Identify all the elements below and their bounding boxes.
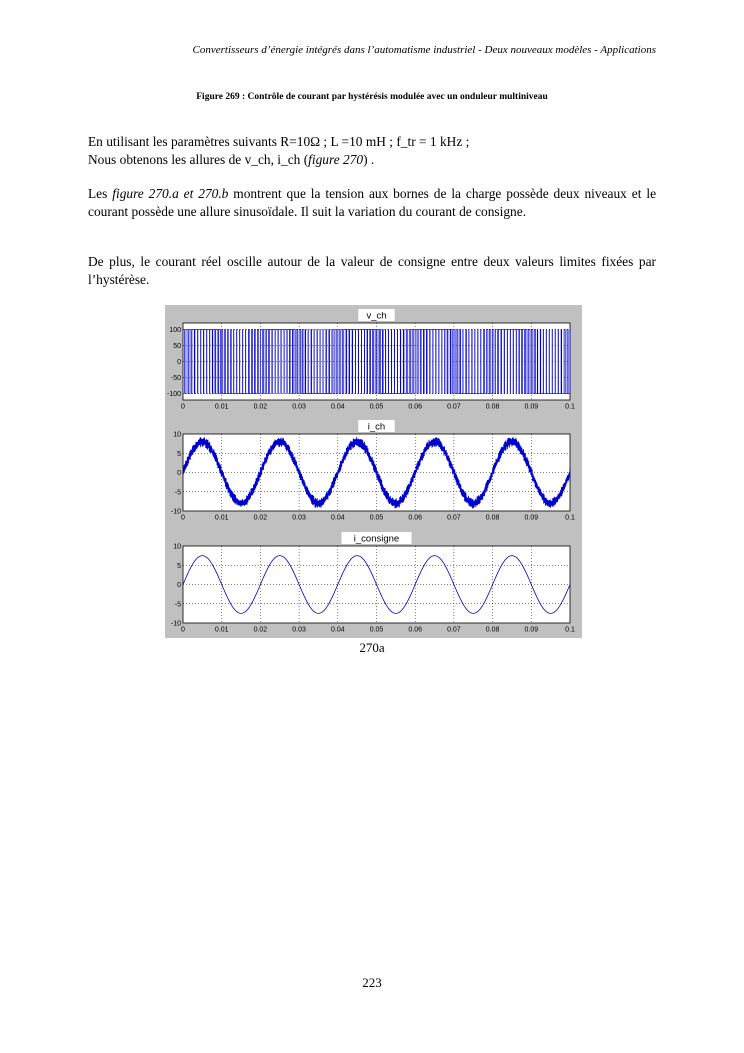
y-tick-label: -10: [170, 620, 181, 628]
x-tick-label: 0.09: [524, 626, 539, 634]
subplot-title: v_ch: [366, 310, 387, 322]
x-tick-label: 0.01: [214, 626, 229, 634]
x-tick-label: 0: [181, 403, 185, 411]
observation-start: Les: [88, 186, 113, 201]
figure-270a-plots: [165, 305, 582, 638]
x-tick-label: 0.04: [330, 514, 345, 522]
y-tick-label: 10: [173, 431, 181, 439]
y-tick-label: 10: [173, 543, 181, 551]
y-tick-label: -5: [174, 601, 181, 609]
x-tick-label: 0.08: [485, 403, 500, 411]
x-tick-label: 0.08: [485, 626, 500, 634]
paragraph-parameters: [88, 133, 656, 168]
x-tick-label: 0.06: [408, 626, 423, 634]
y-tick-label: 5: [177, 562, 181, 570]
x-tick-label: 0.02: [253, 626, 268, 634]
x-tick-label: 0.07: [447, 514, 461, 522]
figure-269-caption: Figure 269 : Contrôle de courant par hystérésis modulée avec un onduleur multiniveau: [196, 92, 548, 102]
y-tick-label: 100: [169, 326, 181, 334]
x-tick-label: 0.02: [253, 403, 268, 411]
x-tick-label: 0.03: [292, 626, 306, 634]
page-number: 223: [362, 975, 382, 990]
figure-270ab-reference: figure 270.a et 270.b: [112, 186, 229, 201]
x-tick-label: 0.04: [330, 626, 345, 634]
x-tick-label: 0: [181, 626, 185, 634]
subplot-i-consigne: [171, 532, 575, 634]
x-tick-label: 0.1: [565, 403, 575, 411]
y-tick-label: 50: [173, 342, 181, 350]
waveforms-line-end: ) .: [363, 151, 375, 167]
waveforms-line-start: Nous obtenons les allures de v_ch, i_ch (: [88, 151, 309, 167]
x-tick-label: 0.05: [369, 514, 384, 522]
x-tick-label: 0: [181, 514, 185, 522]
paragraph-hysteresis: De plus, le courant réel oscille autour de la valeur de consigne entre deux valeurs limites fixées par l’hystérèse.: [88, 254, 656, 287]
x-tick-label: 0.06: [408, 403, 423, 411]
y-tick-label: -5: [174, 489, 181, 497]
x-tick-label: 0.01: [214, 403, 229, 411]
x-tick-label: 0.1: [565, 514, 575, 522]
y-tick-label: -10: [170, 508, 181, 516]
x-tick-label: 0.03: [292, 514, 306, 522]
running-header: Convertisseurs d’énergie intégrés dans l’automatisme industriel - Deux nouveaux modèles - Applications: [192, 44, 656, 56]
parameters-line: En utilisant les paramètres suivants R=10Ω ; L =10 mH ; f_tr = 1 kHz ;: [88, 134, 470, 149]
y-tick-label: 5: [177, 450, 181, 458]
subplot-i-ch: [171, 420, 575, 522]
x-tick-label: 0.1: [565, 626, 575, 634]
simulation-figure: [165, 305, 582, 638]
x-tick-label: 0.05: [369, 403, 384, 411]
x-tick-label: 0.04: [330, 403, 345, 411]
observation-text: montrent que la tension aux bornes de la charge possède deux niveaux et le courant possède une allure sinusoïdale. Il suit la variation du courant de consigne.: [88, 186, 657, 219]
subplot-title: i_consigne: [353, 533, 400, 545]
y-tick-label: -100: [166, 391, 181, 399]
x-tick-label: 0.02: [253, 514, 268, 522]
x-tick-label: 0.08: [485, 514, 500, 522]
y-tick-label: 0: [177, 582, 181, 589]
x-tick-label: 0.03: [292, 403, 306, 411]
figure-270a-label: 270a: [359, 640, 385, 655]
x-tick-label: 0.07: [447, 626, 461, 634]
x-tick-label: 0.09: [524, 514, 539, 522]
y-tick-label: 0: [177, 470, 181, 477]
x-tick-label: 0.06: [408, 514, 423, 522]
figure-270-reference: figure 270: [308, 151, 364, 167]
x-tick-label: 0.07: [447, 403, 461, 411]
x-tick-label: 0.09: [524, 403, 539, 411]
subplot-title: i_ch: [367, 421, 386, 433]
paragraph-observation: [88, 185, 656, 220]
x-tick-label: 0.05: [369, 626, 384, 634]
y-tick-label: 0: [177, 359, 181, 366]
subplot-v-ch: [167, 309, 575, 411]
y-tick-label: -50: [170, 375, 181, 383]
x-tick-label: 0.01: [214, 514, 229, 522]
